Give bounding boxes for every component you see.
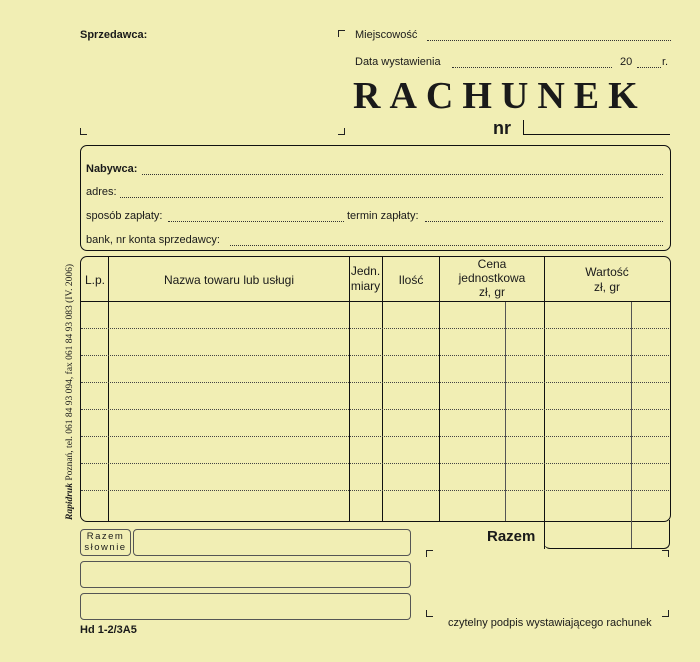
seller-corner-tr <box>338 30 345 37</box>
printer-info: Poznań, tel. 061 84 93 094, fax 061 84 93 083 (IV. 2006) <box>65 263 75 481</box>
signature-corner-tl <box>426 550 433 557</box>
payment-due-label: termin zapłaty: <box>347 210 419 222</box>
col-name-header: Nazwa towaru lub usługi <box>163 273 295 287</box>
col-sep-2 <box>349 257 350 521</box>
col-value-header <box>545 265 669 295</box>
total-field[interactable] <box>544 520 670 549</box>
place-label: Miejscowość <box>355 29 418 41</box>
buyer-name-field[interactable] <box>142 174 663 175</box>
items-table <box>80 256 671 522</box>
col-price-line2: jednostkowa <box>458 271 526 285</box>
col-sep-3 <box>382 257 383 521</box>
table-header-separator <box>81 301 670 302</box>
issue-date-label: Data wystawienia <box>355 56 441 68</box>
col-price-header <box>440 257 544 299</box>
document-title: RACHUNEK <box>353 75 647 117</box>
printer-brand: Rapidruk <box>65 483 75 520</box>
value-grosz-sep <box>631 302 632 549</box>
col-value-line2: zł, gr <box>593 280 620 294</box>
signature-label: czytelny podpis wystawiającego rachunek <box>448 617 652 629</box>
amount-words-label-1: Razem <box>86 531 125 542</box>
seller-label: Sprzedawca: <box>80 29 148 41</box>
price-grosz-sep <box>505 302 506 521</box>
address-field[interactable] <box>120 197 663 198</box>
amount-words-field-2[interactable] <box>80 561 411 588</box>
col-sep-5 <box>544 257 545 549</box>
amount-words-field[interactable] <box>133 529 411 556</box>
col-price-line1: Cena <box>477 257 507 271</box>
table-row[interactable] <box>81 490 669 491</box>
signature-corner-bl <box>426 610 433 617</box>
col-unit-header <box>349 264 382 294</box>
col-value-line1: Wartość <box>585 265 629 279</box>
seller-corner-br <box>338 128 345 135</box>
payment-due-field[interactable] <box>425 221 663 222</box>
col-unit-line2: miary <box>350 279 381 293</box>
amount-words-label-box <box>80 529 131 556</box>
table-row[interactable] <box>81 382 669 383</box>
seller-corner-bl <box>80 128 87 135</box>
col-sep-1 <box>108 257 109 521</box>
issue-year-suffix: r. <box>662 56 669 68</box>
table-row[interactable] <box>81 409 669 410</box>
issue-year-field[interactable] <box>637 67 661 68</box>
table-row[interactable] <box>81 463 669 464</box>
amount-words-field-3[interactable] <box>80 593 411 620</box>
col-lp-header: L.p. <box>85 273 106 287</box>
issue-year-prefix: 20 <box>620 56 633 68</box>
number-field[interactable] <box>523 120 670 135</box>
table-row[interactable] <box>81 436 669 437</box>
number-label: nr <box>493 118 511 138</box>
col-qty-header: Ilość <box>398 273 424 287</box>
printer-imprint <box>65 220 75 520</box>
table-row[interactable] <box>81 355 669 356</box>
issue-date-field[interactable] <box>452 67 612 68</box>
col-unit-line1: Jedn. <box>350 264 381 278</box>
table-row[interactable] <box>81 328 669 329</box>
amount-words-label-2: słownie <box>84 542 127 553</box>
signature-corner-br <box>662 610 669 617</box>
form-code: Hd 1-2/3A5 <box>80 624 137 636</box>
total-label: Razem <box>487 528 536 545</box>
bank-label: bank, nr konta sprzedawcy: <box>86 234 220 246</box>
address-label: adres: <box>86 186 117 198</box>
col-price-line3: zł, gr <box>478 285 505 299</box>
place-field[interactable] <box>427 40 671 41</box>
buyer-label: Nabywca: <box>86 163 138 175</box>
payment-method-field[interactable] <box>168 221 344 222</box>
signature-corner-tr <box>662 550 669 557</box>
payment-method-label: sposób zapłaty: <box>86 210 163 222</box>
bank-field[interactable] <box>230 245 663 246</box>
